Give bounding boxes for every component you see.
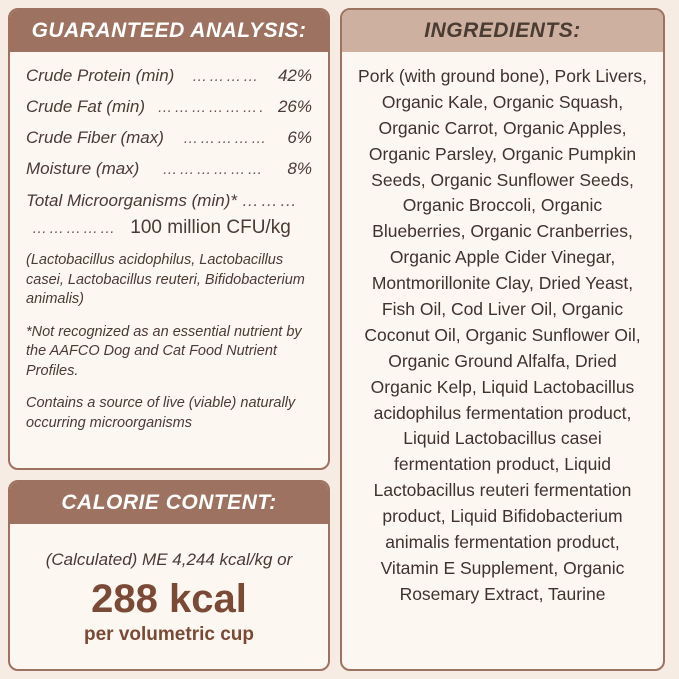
ingredients-title: INGREDIENTS: <box>342 10 663 52</box>
calorie-per-cup-label: per volumetric cup <box>84 623 254 645</box>
table-row <box>26 159 312 179</box>
nutrient-value: 42% <box>277 66 312 85</box>
calorie-content-panel <box>8 480 330 671</box>
ingredients-text: Pork (with ground bone), Pork Livers, Organic Kale, Organic Squash, Organic Carrot, Organic Apples, Organic Parsley, Organic Pumpkin Seeds, Organic Sunflower Seeds, Organic Broccoli, Organic Blueberries, Organic Cranberries, Organic Apple Cider Vinegar, Montmorillonite Clay, Dried Yeast, Fish Oil, Cod Liver Oil, Organic Coconut Oil, Organic Sunflower Oil, Organic Ground Alfalfa, Dried Organic Kelp, Liquid Lactobacillus acidophilus fermentation product, Liquid Lactobacillus casei fermentation product, Liquid Lactobacillus reuteri fermentation product, Liquid Bifidobacterium animalis fermentation product, Vitamin E Supplement, Organic Rosemary Extract, Taurine <box>358 66 647 604</box>
nutrient-value: 6% <box>287 128 312 147</box>
dot-leader: ……………… <box>162 161 265 178</box>
note-cultures: (Lactobacillus acidophilus, Lactobacillus casei, Lactobacillus reuteri, Bifidobacterium animalis) <box>26 251 305 308</box>
cfu-value: 100 million CFU/kg <box>130 216 291 238</box>
left-column <box>8 8 330 671</box>
table-row-microorganisms <box>26 190 312 213</box>
table-row <box>26 66 312 86</box>
table-row <box>26 97 312 117</box>
nutrient-value: 26% <box>277 97 312 116</box>
calorie-content-title: CALORIE CONTENT: <box>10 482 328 524</box>
dot-leader: ………… <box>192 68 261 85</box>
cfu-line <box>26 217 312 239</box>
note-aafco: *Not recognized as an essential nutrient by the AAFCO Dog and Cat Food Nutrient Profiles. <box>26 323 302 379</box>
dot-leader: …………… <box>32 219 117 237</box>
note-live-cultures: Contains a source of live (viable) naturally occurring microorganisms <box>26 395 296 431</box>
nutrient-value: 8% <box>287 159 312 178</box>
dot-leader: ………………. <box>157 99 266 116</box>
calorie-calculated-value: (Calculated) ME 4,244 kcal/kg or <box>45 549 293 569</box>
right-column <box>340 8 665 671</box>
calorie-per-cup-value: 288 kcal <box>91 576 247 621</box>
ingredients-panel <box>340 8 665 671</box>
nutrient-name: Moisture (max) <box>26 159 140 178</box>
guaranteed-analysis-body <box>10 52 328 468</box>
table-row <box>26 128 312 148</box>
guaranteed-analysis-title: GUARANTEED ANALYSIS: <box>10 10 328 52</box>
nutrient-name: Crude Protein (min) <box>26 66 175 85</box>
guaranteed-analysis-panel <box>8 8 330 470</box>
dot-leader: …………… <box>183 130 269 147</box>
calorie-content-body <box>10 524 328 669</box>
nutrient-name: Total Microorganisms (min)* <box>26 191 237 210</box>
nutrient-name: Crude Fiber (max) <box>26 128 164 147</box>
dot-leader: ……… <box>241 191 299 210</box>
nutrient-name: Crude Fat (min) <box>26 97 146 116</box>
